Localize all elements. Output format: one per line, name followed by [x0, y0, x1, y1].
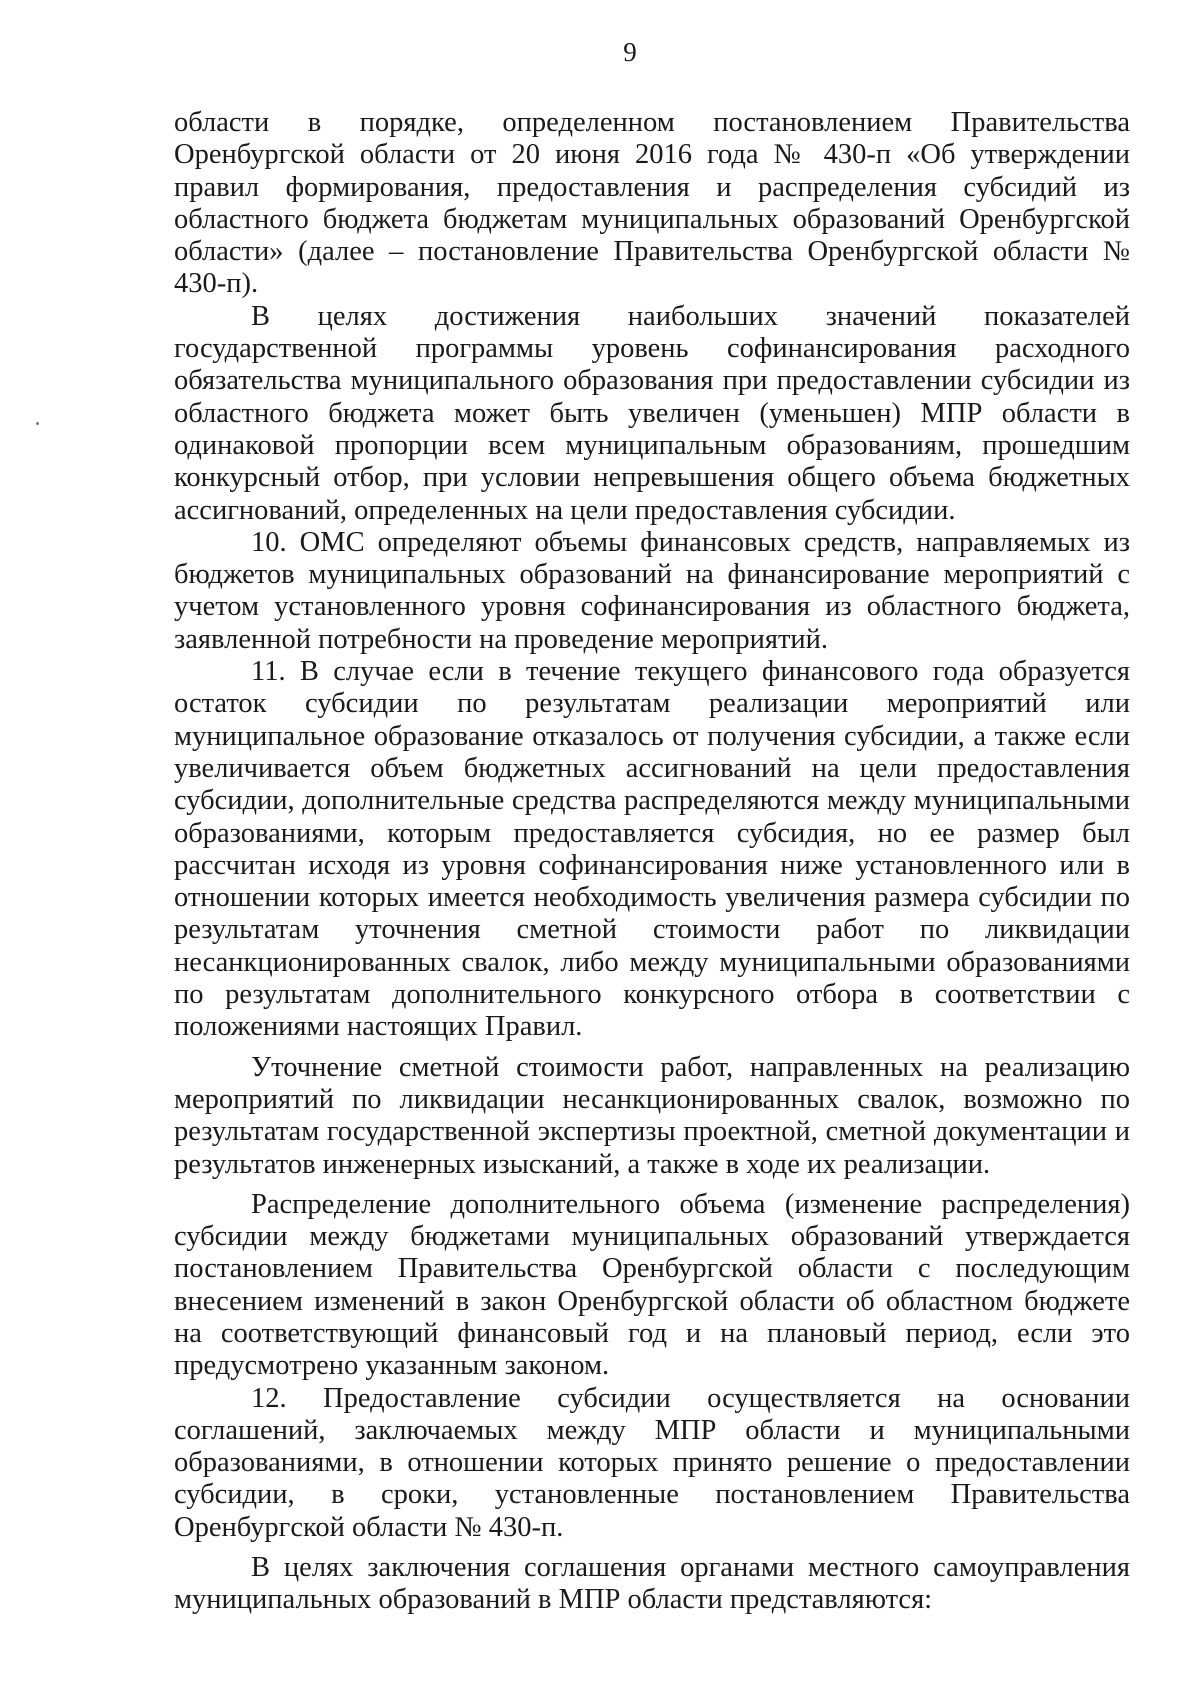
paragraph-item-11: 11. В случае если в течение текущего финансового года образуется остаток субсидии по результатам реализации мероприятий или муниципальное образование отказалось от получения субсидии, а также если увеличивается объем бюджетных ассигнований на цели предоставления субсидии, дополнительные средства распределяются между муниципальными образованиями, которым предоставляется субсидия, но ее размер был рассчитан исходя из уровня софинансирования ниже установленного или в отношении которых имеется необходимость увеличения размера субсидии по результатам уточнения сметной стоимости работ по ликвидации несанкционированных свалок, либо между муниципальными образованиями по результатам дополнительного конкурсного отбора в соответствии с положениями настоящих Правил. [174, 656, 1130, 1043]
paragraph-cofinancing-level: В целях достижения наибольших значений показателей государственной программы уровень софинансирования расходного обязательства муниципального образования при предоставлении субсидии из областного бюджета может быть увеличен (уменьшен) МПР области в одинаковой пропорции всем муниципальным образованиям, прошедшим конкурсный отбор, при условии непревышения общего объема бюджетных ассигнований, определенных на цели предоставления субсидии. [174, 300, 1130, 526]
paragraph-continuation: области в порядке, определенном постановлением Правительства Оренбургской области от 20 июня 2016 года № 430-п «Об утверждении правил формирования, предоставления и распределения субсидий из областного бюджета бюджетам муниципальных образований Оренбургской области» (далее – постановление Правительства Оренбургской области № 430-п). [174, 107, 1130, 300]
paragraph-additional-distribution: Распределение дополнительного объема (изменение распределения) субсидии между бюджетами муниципальных образований утверждается постановлением Правительства Оренбургской области с последующим внесением изменений в закон Оренбургской области об областном бюджете на соответствующий финансовый год и на плановый период, если это предусмотрено указанным законом. [174, 1188, 1130, 1382]
paragraph-agreement-documents: В целях заключения соглашения органами местного самоуправления муниципальных образований в МПР области представляются: [174, 1552, 1130, 1616]
paragraph-item-12: 12. Предоставление субсидии осуществляется на основании соглашений, заключаемых между МПР области и муниципальными образованиями, в отношении которых принято решение о предоставлении субсидии, в сроки, установленные постановлением Правительства Оренбургской области № 430-п. [174, 1382, 1130, 1543]
document-body [174, 107, 1130, 1617]
page-number: 9 [623, 37, 637, 67]
paragraph-item-10: 10. ОМС определяют объемы финансовых средств, направляемых из бюджетов муниципальных образований на финансирование мероприятий с учетом установленного уровня софинансирования из областного бюджета, заявленной потребности на проведение мероприятий. [174, 526, 1130, 655]
scan-speck [36, 422, 39, 425]
paragraph-estimate-refinement: Уточнение сметной стоимости работ, направленных на реализацию мероприятий по ликвидации несанкционированных свалок, возможно по результатам государственной экспертизы проектной, сметной документации и результатов инженерных изысканий, а также в ходе их реализации. [174, 1051, 1130, 1180]
